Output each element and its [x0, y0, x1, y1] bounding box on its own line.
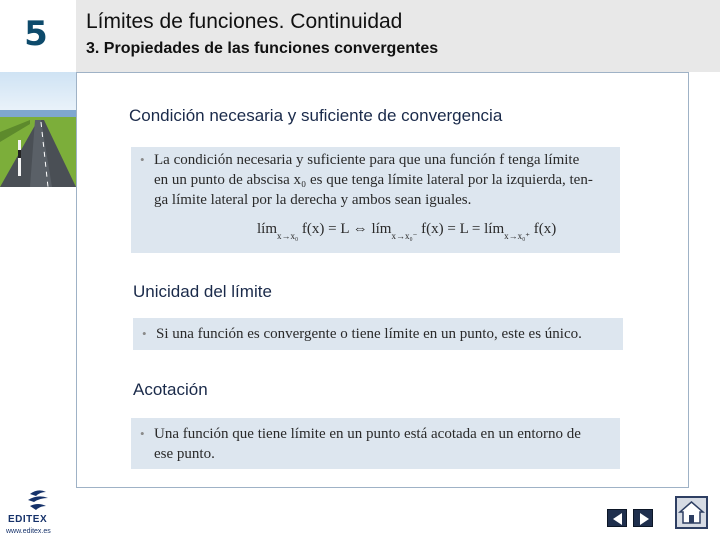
limit-formula — [257, 219, 556, 246]
boundedness-box — [131, 418, 620, 469]
section-heading-boundedness: Acotación — [133, 380, 208, 399]
lim-right: lím$_{x\to x_0^+}$ — [484, 221, 531, 241]
home-icon — [677, 498, 706, 527]
lim-right-expr: f(x) — [533, 221, 557, 237]
text-line: La condición necesaria y suficiente para que una función f tenga límite — [154, 152, 580, 168]
text-line: Una función que tiene límite en un punto está acotada en un entorno de — [154, 426, 581, 442]
uniqueness-text — [156, 324, 615, 344]
convergence-text — [154, 150, 612, 210]
bullet: • — [142, 326, 147, 341]
chapter-tile — [0, 0, 76, 72]
home-button[interactable] — [675, 496, 708, 529]
editex-logo-icon — [0, 488, 76, 516]
equivalence-symbol: ⇔ — [352, 221, 368, 237]
text-line: ese punto. — [154, 446, 215, 462]
chapter-number: 5 — [24, 14, 48, 54]
text-line: en un punto de abscisa x₀ es que tenga límite lateral por la izquierda, ten- — [154, 172, 593, 188]
text-line: ga límite lateral por la derecha y ambos sean iguales. — [154, 192, 472, 208]
section-heading-convergence: Condición necesaria y suficiente de convergencia — [129, 106, 503, 125]
convergence-box — [131, 147, 620, 253]
lim-mid-expr: f(x) = L = — [421, 221, 481, 237]
back-arrow-icon — [608, 510, 628, 528]
lim-left-expr: f(x) = L — [301, 221, 349, 237]
lim-left: lím$_{x\to x_0}$ — [257, 221, 299, 241]
road-photo — [0, 72, 76, 187]
publisher-url: www.editex.es — [6, 528, 51, 535]
page-subtitle: 3. Propiedades de las funciones convergentes — [86, 40, 439, 57]
bullet: • — [140, 152, 145, 167]
editex-logo — [0, 488, 76, 540]
lim-mid: lím$_{x\to x_0^-}$ — [371, 221, 418, 241]
section-heading-uniqueness: Unicidad del límite — [133, 282, 272, 301]
publisher-name: EDITEX — [8, 514, 48, 525]
previous-button[interactable] — [607, 509, 627, 527]
page-title: Límites de funciones. Continuidad — [86, 10, 403, 33]
text-line: Si una función es convergente o tiene límite en un punto, este es único. — [156, 326, 582, 342]
forward-arrow-icon — [634, 510, 654, 528]
next-button[interactable] — [633, 509, 653, 527]
boundedness-text — [154, 424, 612, 464]
road-photo-image — [0, 72, 76, 187]
uniqueness-box — [133, 318, 623, 350]
content-frame — [76, 72, 689, 488]
bullet: • — [140, 426, 145, 441]
